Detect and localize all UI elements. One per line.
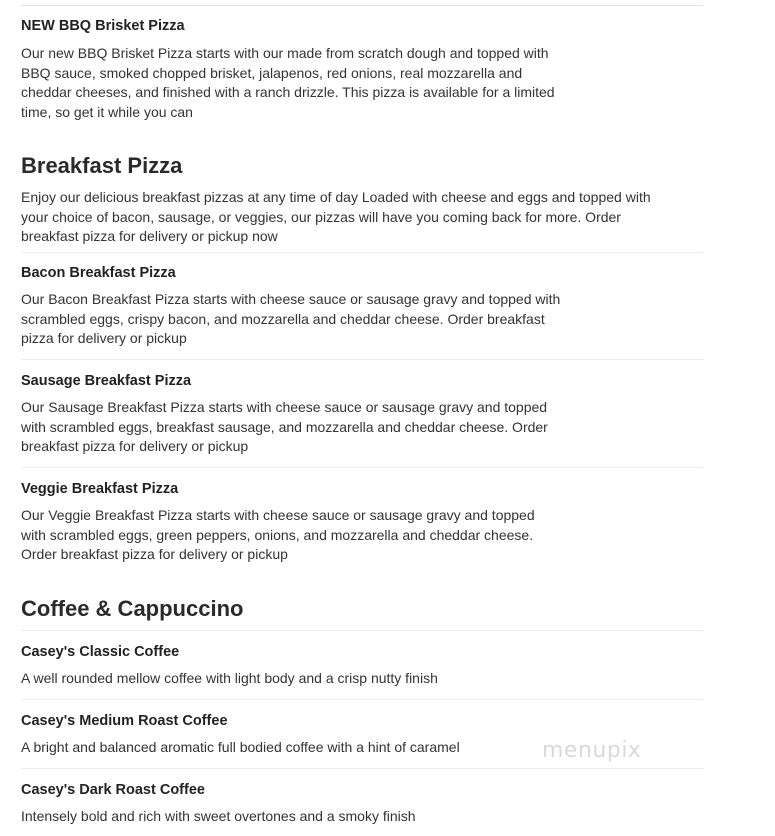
desc-line: Our Bacon Breakfast Pizza starts with cheese sauce or sausage gravy and topped with [21,291,561,307]
divider [21,630,703,631]
desc-line: time, so get it while you can [21,103,193,120]
section-heading-coffee-cappuccino: Coffee & Cappuccino [21,596,244,621]
item-description [21,398,703,457]
desc-line: Our new BBQ Brisket Pizza starts with our made from scratch dough and topped with [21,45,549,61]
desc-line: Our Sausage Breakfast Pizza starts with cheese sauce or sausage gravy and topped [21,399,548,415]
item-title: NEW BBQ Brisket Pizza [21,18,185,34]
item-title: Veggie Breakfast Pizza [21,481,179,497]
item-description [21,44,703,122]
desc-line: Order breakfast pizza for delivery or pickup [21,546,288,562]
menu-item-sausage-breakfast-pizza [21,372,703,457]
menu-item-classic-coffee [21,643,703,689]
divider [21,252,703,253]
intro-line: Enjoy our delicious breakfast pizzas at any time of day Loaded with cheese and eggs and topped with [21,189,651,205]
item-title: Bacon Breakfast Pizza [21,265,176,281]
item-description: A bright and balanced aromatic full bodied coffee with a hint of caramel [21,739,460,755]
desc-line: Our Veggie Breakfast Pizza starts with cheese sauce or sausage gravy and topped [21,507,535,523]
menupix-watermark: menupix [542,738,642,763]
divider [21,699,703,700]
item-description: A well rounded mellow coffee with light body and a crisp nutty finish [21,670,438,686]
item-title: Casey's Classic Coffee [21,644,180,660]
menu-item-veggie-breakfast-pizza [21,480,703,565]
item-description: Intensely bold and rich with sweet overtones and a smoky finish [21,808,416,824]
desc-line: cheddar cheeses, and finished with a ranch drizzle. This pizza is available for a limited [21,84,555,100]
desc-line: with scrambled eggs, green peppers, onions, and mozzarella and cheddar cheese. [21,526,534,543]
divider [21,359,703,360]
item-title: Casey's Dark Roast Coffee [21,782,205,798]
item-description [21,506,703,565]
desc-line: breakfast pizza for delivery or pickup [21,438,249,454]
intro-line: your choice of bacon, sausage, or veggies, our pizzas will have you coming back for more. Order [21,208,621,225]
section-heading-breakfast-pizza: Breakfast Pizza [21,153,183,178]
top-divider [21,5,703,6]
desc-line: with scrambled eggs, breakfast sausage, and mozzarella and cheddar cheese. Order [21,418,548,435]
menu-item-dark-roast-coffee [21,781,703,827]
item-title: Sausage Breakfast Pizza [21,373,192,389]
menu-item-bbq-brisket-pizza [21,17,703,122]
desc-line: pizza for delivery or pickup [21,330,187,346]
desc-line: scrambled eggs, crispy bacon, and mozzarella and cheddar cheese. Order breakfast [21,310,545,327]
divider [21,467,703,468]
menu-item-bacon-breakfast-pizza [21,264,703,349]
intro-line: breakfast pizza for delivery or pickup now [21,228,278,244]
item-description [21,290,703,349]
desc-line: BBQ sauce, smoked chopped brisket, jalapenos, red onions, real mozzarella and [21,64,523,81]
section-intro-breakfast [21,188,711,247]
divider [21,768,703,769]
item-title: Casey's Medium Roast Coffee [21,713,228,729]
